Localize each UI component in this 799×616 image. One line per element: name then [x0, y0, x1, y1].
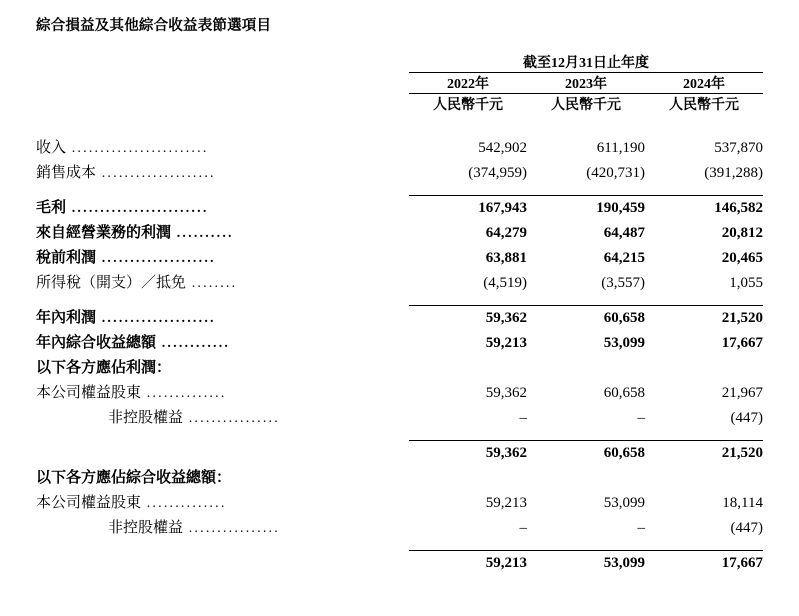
table-row	[36, 271, 763, 296]
table-row	[36, 466, 763, 491]
row-value	[527, 356, 645, 381]
row-value: 17,667	[645, 551, 763, 577]
row-value: 59,213	[485, 495, 527, 511]
gap-cell	[645, 296, 763, 306]
row-label: 毛利 ........................	[36, 200, 209, 216]
row-value: 53,099	[603, 335, 645, 351]
row-label	[36, 551, 409, 577]
spacer-cell	[36, 114, 409, 136]
row-label: 年內利潤 ....................	[36, 310, 216, 326]
table-row	[36, 406, 763, 431]
table-row	[36, 196, 763, 222]
row-value: –	[637, 520, 645, 536]
table-row	[36, 221, 763, 246]
row-value: 190,459	[527, 196, 645, 222]
gap-cell	[36, 541, 409, 551]
spacer-cell	[527, 114, 645, 136]
row-value: 17,667	[721, 335, 763, 351]
row-label	[36, 441, 409, 467]
row-value: 59,362	[409, 441, 527, 467]
row-value: 60,658	[527, 441, 645, 467]
year-header-row	[36, 73, 763, 94]
gap-cell	[645, 541, 763, 551]
row-label: 收入 ........................	[36, 140, 209, 156]
row-value: 20,465	[721, 250, 763, 266]
table-row	[36, 356, 763, 381]
table-row	[36, 441, 763, 467]
row-value: 53,099	[527, 551, 645, 577]
column-header-year-2: 2023年	[527, 73, 645, 94]
row-value: 21,967	[721, 385, 763, 401]
row-label: 稅前利潤 ....................	[36, 250, 216, 266]
row-value: –	[519, 410, 527, 426]
row-label: 銷售成本 ....................	[36, 165, 216, 181]
gap-cell	[36, 431, 409, 441]
table-row	[36, 551, 763, 577]
gap-cell	[409, 541, 527, 551]
row-value: 21,520	[645, 306, 763, 332]
page-title: 綜合損益及其他綜合收益表節選項目	[36, 18, 272, 34]
row-value: 60,658	[603, 385, 645, 401]
row-value: 146,582	[645, 196, 763, 222]
row-value: 64,279	[485, 225, 527, 241]
column-header-year-1: 2022年	[409, 73, 527, 94]
spacer-cell	[645, 114, 763, 136]
table-row	[36, 491, 763, 516]
header-spacer-2	[36, 73, 409, 94]
row-value: (3,557)	[601, 275, 645, 291]
gap-cell	[527, 296, 645, 306]
row-value: 18,114	[722, 495, 763, 511]
table-row	[36, 161, 763, 186]
row-value: 59,213	[485, 335, 527, 351]
row-value: (447)	[730, 520, 763, 536]
header-spacer	[36, 52, 409, 73]
row-value: 53,099	[603, 495, 645, 511]
gap-cell	[527, 541, 645, 551]
row-value: –	[519, 520, 527, 536]
row-value: 59,362	[409, 306, 527, 332]
table-body	[36, 114, 763, 576]
row-label: 來自經營業務的利潤 ..........	[36, 225, 234, 241]
row-value: (4,519)	[483, 275, 527, 291]
row-value: (391,288)	[704, 165, 763, 181]
gap-cell	[409, 186, 527, 196]
table-row	[36, 381, 763, 406]
row-value: 64,215	[603, 250, 645, 266]
period-header-row	[36, 52, 763, 73]
table-row	[36, 136, 763, 161]
column-header-unit-1: 人民幣千元	[433, 98, 503, 113]
table-header	[36, 52, 763, 114]
table-row	[36, 516, 763, 541]
row-gap	[36, 186, 763, 196]
row-value: 60,658	[527, 306, 645, 332]
table-row	[36, 306, 763, 332]
gap-cell	[527, 186, 645, 196]
row-gap	[36, 541, 763, 551]
row-value: 64,487	[603, 225, 645, 241]
column-header-unit-3: 人民幣千元	[669, 98, 739, 113]
row-value: (374,959)	[468, 165, 527, 181]
row-value: (420,731)	[586, 165, 645, 181]
row-label: 以下各方應佔利潤：	[36, 360, 172, 376]
row-value: 1,055	[729, 275, 763, 291]
row-label: 年內綜合收益總額 ............	[36, 335, 231, 351]
row-value: 542,902	[478, 140, 527, 156]
gap-cell	[36, 296, 409, 306]
column-header-year-3: 2024年	[645, 73, 763, 94]
row-label: 以下各方應佔綜合收益總額：	[36, 470, 232, 486]
gap-cell	[527, 431, 645, 441]
row-value: (447)	[730, 410, 763, 426]
row-value: 63,881	[485, 250, 527, 266]
row-value: 167,943	[409, 196, 527, 222]
gap-cell	[36, 186, 409, 196]
row-value: 611,190	[596, 140, 645, 156]
header-spacer-3	[36, 94, 409, 115]
row-gap	[36, 431, 763, 441]
table-row	[36, 331, 763, 356]
row-label: 本公司權益股東 ..............	[36, 385, 227, 401]
row-gap	[36, 296, 763, 306]
row-label: 所得稅（開支）／抵免 ........	[36, 275, 238, 291]
row-value	[409, 356, 527, 381]
unit-header-row	[36, 94, 763, 115]
row-value: 59,213	[409, 551, 527, 577]
gap-cell	[409, 431, 527, 441]
gap-cell	[645, 431, 763, 441]
row-value: –	[637, 410, 645, 426]
row-label: 本公司權益股東 ..............	[36, 495, 227, 511]
period-header: 截至12月31日止年度	[409, 52, 763, 73]
row-value	[645, 466, 763, 491]
gap-cell	[409, 296, 527, 306]
spacer-cell	[409, 114, 527, 136]
row-value: 537,870	[714, 140, 763, 156]
table-row	[36, 246, 763, 271]
row-value	[645, 356, 763, 381]
row-value	[527, 466, 645, 491]
row-label: 非控股權益 ................	[108, 520, 280, 536]
row-value: 59,362	[485, 385, 527, 401]
row-value: 21,520	[645, 441, 763, 467]
row-label: 非控股權益 ................	[108, 410, 280, 426]
table-spacer-row	[36, 114, 763, 136]
row-value	[409, 466, 527, 491]
gap-cell	[645, 186, 763, 196]
row-value: 20,812	[721, 225, 763, 241]
financial-table	[36, 52, 763, 576]
column-header-unit-2: 人民幣千元	[551, 98, 621, 113]
